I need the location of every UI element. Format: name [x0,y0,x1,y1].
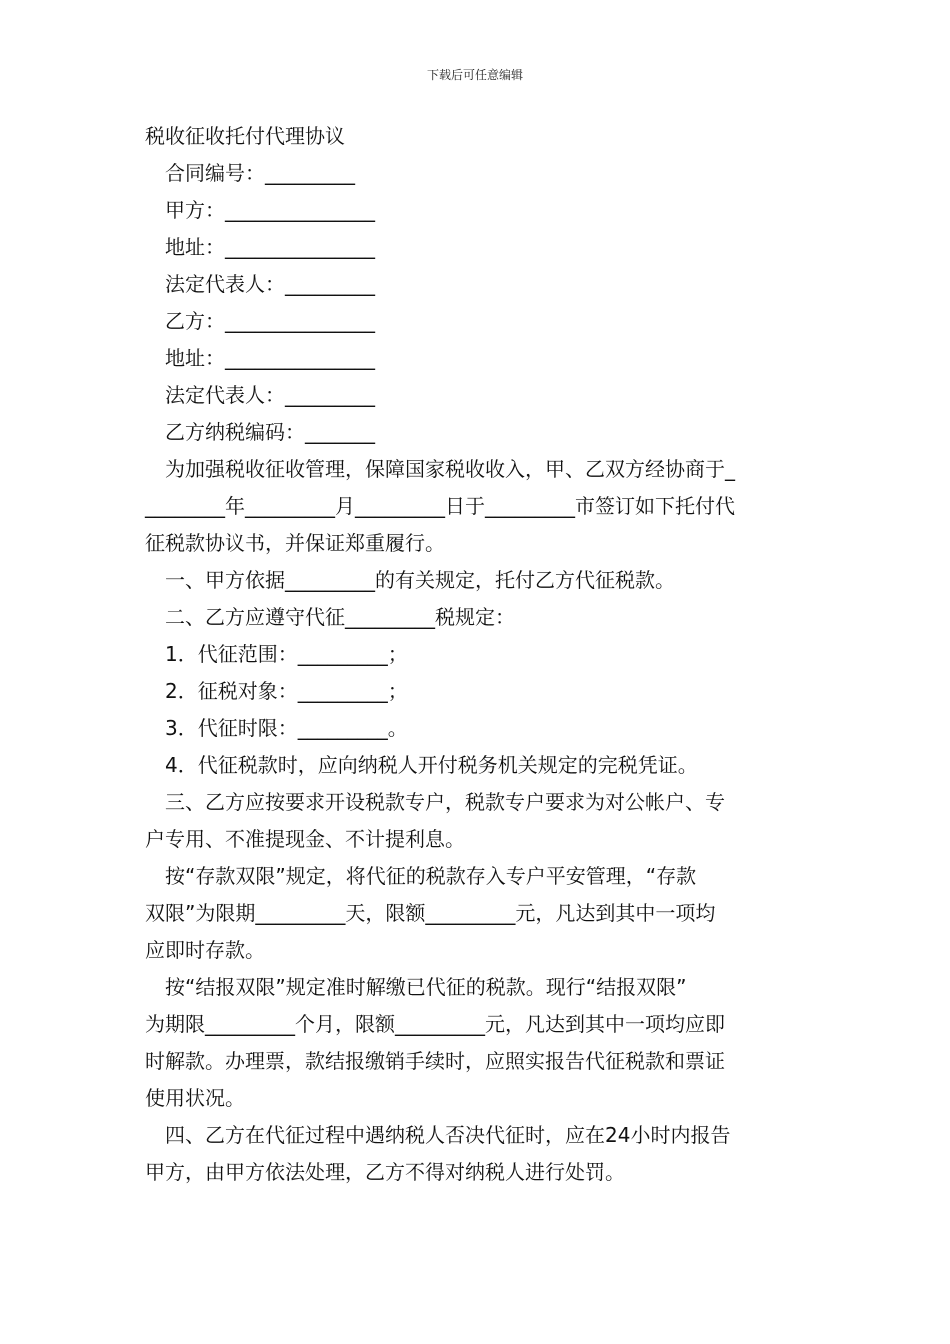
deposit-line: 按“存款双限”规定，将代征的税款存入专户平安管理，“存款 [165,864,697,888]
field-contract-number: 合同编号：_________ [165,161,355,185]
field-party-a: 甲方：_______________ [165,198,375,222]
page-header: 下载后可任意编辑 [426,68,523,82]
field-party-b: 乙方：_______________ [165,309,375,333]
clause-2-item: 4．代征税款时，应向纳税人开付税务机关规定的完税凭证。 [165,753,698,777]
field-party-a-representative: 法定代表人：_________ [165,272,375,296]
clause-2: 二、乙方应遵守代征_________税规定： [165,605,515,629]
clause-2-item: 2．征税对象：_________； [165,679,408,703]
deposit-line: 双限”为限期_________天，限额_________元，凡达到其中一项均 [145,901,716,925]
settle-line: 时解款。办理票，款结报缴销手续时，应照实报告代征税款和票证 [145,1049,725,1073]
intro-line: ________年_________月_________日于_________市签订如下托付代 [145,494,735,518]
clause-1: 一、甲方依据_________的有关规定，托付乙方代征税款。 [165,568,675,592]
deposit-line: 应即时存款。 [145,938,265,962]
clause-3-line: 三、乙方应按要求开设税款专户，税款专户要求为对公帐户、专 [165,790,725,814]
settle-line: 按“结报双限”规定准时解缴已代征的税款。现行“结报双限” [165,975,687,999]
document-title: 税收征收托付代理协议 [145,124,345,148]
clause-2-item: 1．代征范围：_________； [165,642,408,666]
field-party-b-representative: 法定代表人：_________ [165,383,375,407]
settle-line: 使用状况。 [145,1086,245,1110]
clause-2-item: 3．代征时限：_________。 [165,716,408,740]
clause-4-line: 甲方，由甲方依法处理，乙方不得对纳税人进行处罚。 [145,1160,625,1184]
settle-line: 为期限_________个月，限额_________元，凡达到其中一项均应即 [145,1012,725,1036]
clause-4-line: 四、乙方在代征过程中遇纳税人否决代征时，应在24小时内报告 [165,1123,731,1147]
field-party-b-tax-code: 乙方纳税编码：_______ [165,420,375,444]
document-body [145,118,813,1191]
intro-line: 征税款协议书，并保证郑重履行。 [145,531,445,555]
clause-3-line: 户专用、不准提现金、不计提利息。 [145,827,465,851]
field-party-a-address: 地址：_______________ [165,235,375,259]
intro-line: 为加强税收征收管理，保障国家税收收入，甲、乙双方经协商于_ [165,457,735,481]
field-party-b-address: 地址：_______________ [165,346,375,370]
